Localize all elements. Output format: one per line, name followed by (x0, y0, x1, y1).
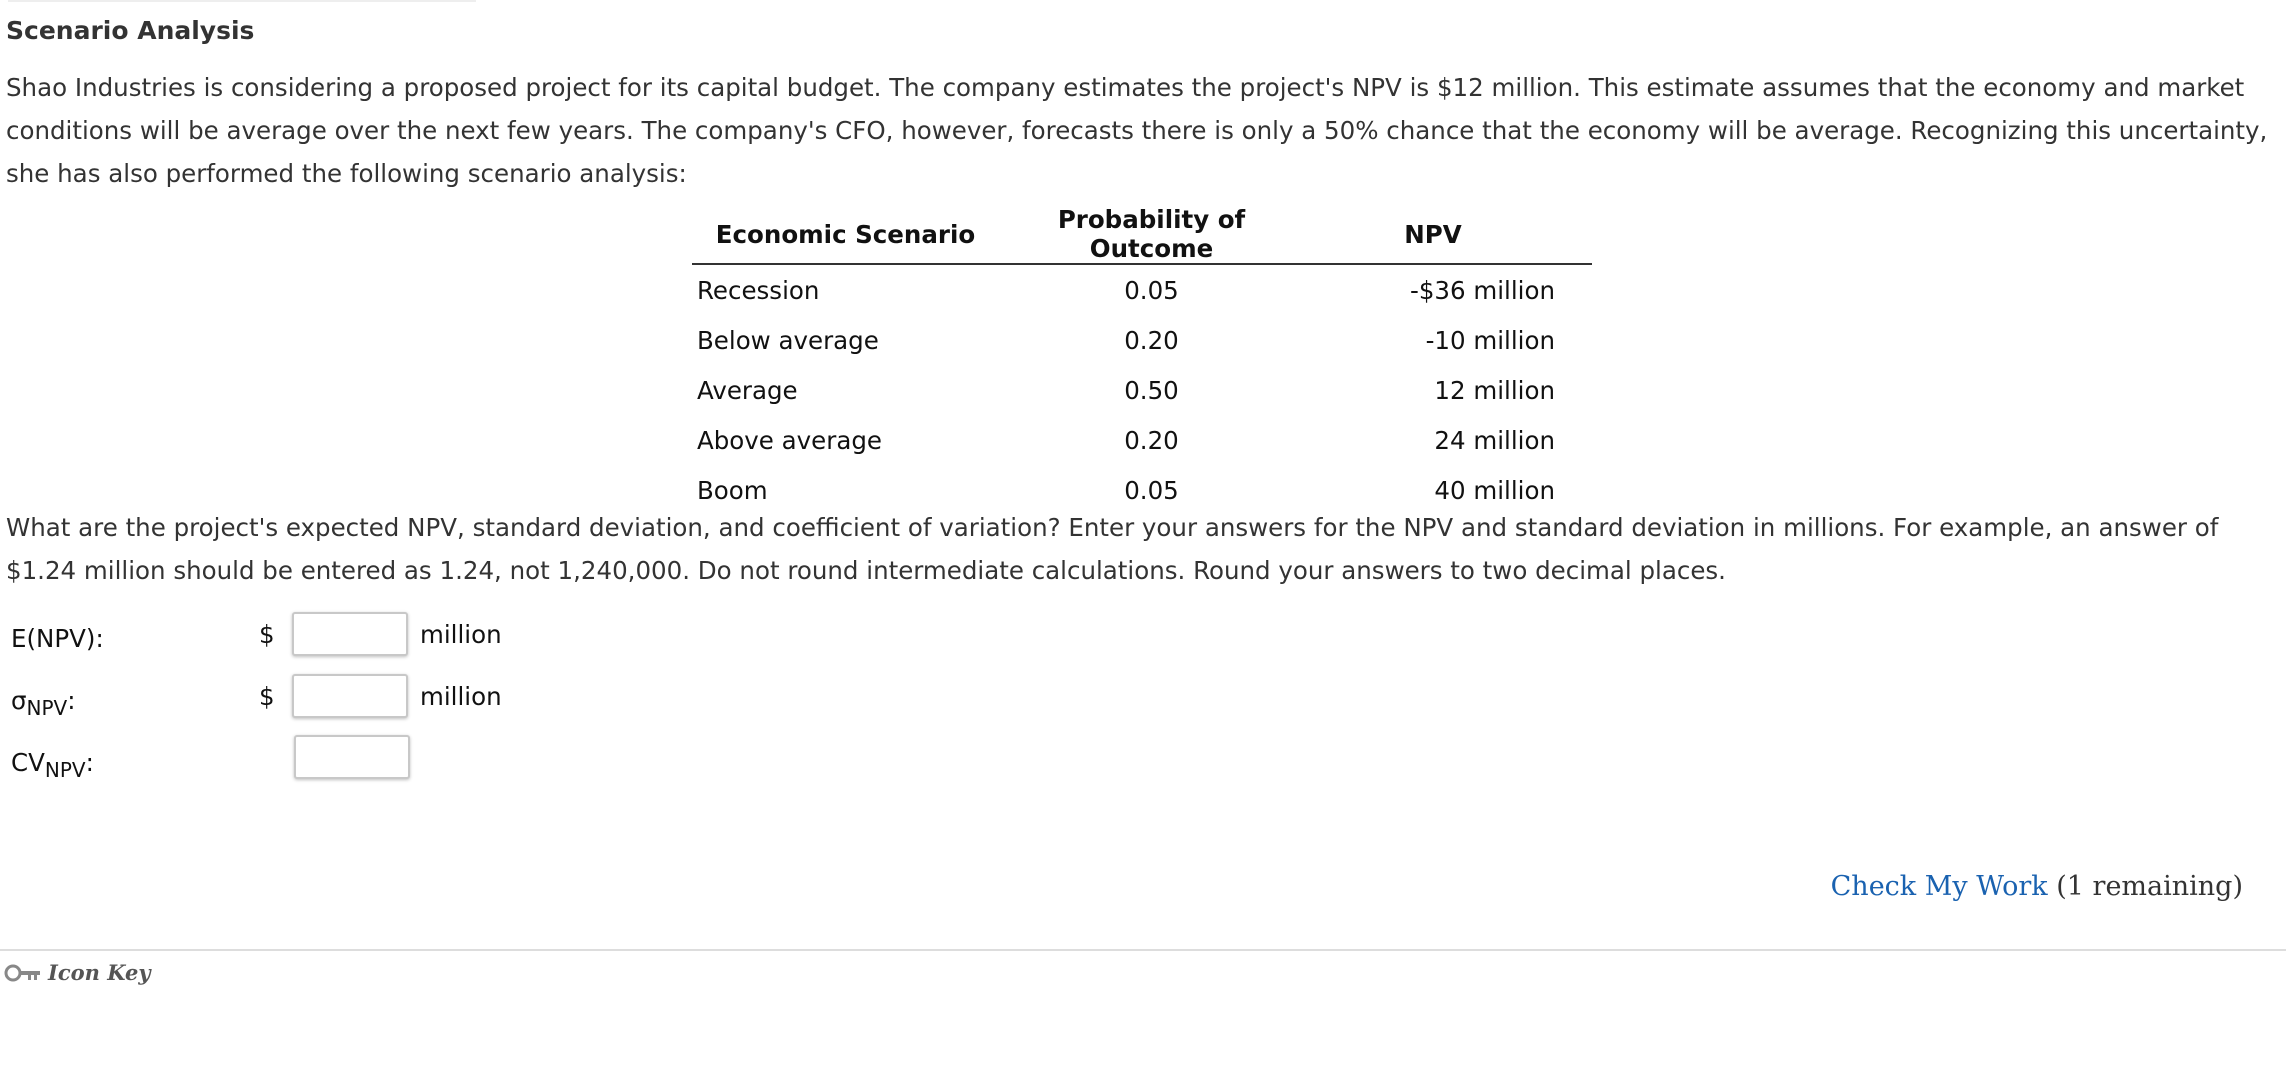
cv-input[interactable] (294, 735, 410, 779)
probability-cell: 0.20 (1124, 325, 1179, 355)
cv-label-subscript: NPV (44, 758, 86, 782)
std-dev-label (11, 686, 76, 720)
scenario-cell: Above average (697, 425, 882, 455)
footer-divider (0, 949, 2286, 951)
key-icon (4, 962, 42, 984)
npv-cell: -$36 million (1409, 275, 1555, 305)
npv-cell: 12 million (1434, 375, 1555, 405)
std-dev-dollar-sign: $ (259, 682, 275, 711)
std-dev-label-colon: : (67, 686, 76, 715)
std-dev-unit: million (420, 682, 502, 711)
cv-label-colon: : (85, 748, 94, 777)
question-paragraph: What are the project's expected NPV, standard deviation, and coefficient of variation? Enter your answers for the NPV and standard deviation in millions. For example, an answer of $1.24 million should be entered as 1.24, not 1,240,000. Do not round intermediate calculations. Round your answers to two decimal places. (6, 513, 2219, 585)
npv-cell: -10 million (1425, 325, 1555, 355)
check-my-work-area (1831, 871, 2243, 902)
cv-label (11, 748, 94, 782)
intro-paragraph: Shao Industries is considering a proposed project for its capital budget. The company estimates the project's NPV is $12 million. This estimate assumes that the economy and market conditions will be average over the next few years. The company's CFO, however, forecasts there is only a 50% chance that the economy will be average. Recognizing this uncertainty, she has also performed the following scenario analysis: (6, 73, 2268, 188)
table-header-row (692, 205, 1592, 264)
std-dev-label-symbol: σ (11, 686, 27, 715)
icon-key-label: Icon Key (48, 960, 151, 985)
header-probability: Probability of Outcome (999, 205, 1304, 264)
cv-label-main: CV (11, 748, 45, 777)
std-dev-input[interactable] (292, 674, 408, 718)
expected-npv-unit: million (420, 620, 502, 649)
header-economic-scenario: Economic Scenario (692, 205, 999, 264)
probability-cell: 0.20 (1124, 425, 1179, 455)
top-divider (8, 0, 476, 2)
scenario-cell: Average (697, 375, 798, 405)
probability-cell: 0.05 (1124, 275, 1179, 305)
check-my-work-link[interactable]: Check My Work (1830, 871, 2048, 902)
scenario-cell: Below average (697, 325, 879, 355)
expected-npv-input[interactable] (292, 612, 408, 656)
npv-cell: 40 million (1434, 475, 1555, 505)
scenario-cell: Boom (697, 475, 768, 505)
remaining-attempts: (1 remaining) (2056, 871, 2243, 902)
expected-npv-label: E(NPV): (11, 624, 104, 653)
header-npv: NPV (1304, 205, 1592, 264)
table-row (692, 415, 1592, 465)
table-row (692, 315, 1592, 365)
table-row (692, 365, 1592, 415)
scenario-cell: Recession (697, 275, 820, 305)
page-title: Scenario Analysis (6, 16, 255, 45)
probability-cell: 0.05 (1124, 475, 1179, 505)
npv-cell: 24 million (1434, 425, 1555, 455)
std-dev-label-subscript: NPV (26, 696, 68, 720)
scenario-table (692, 205, 1592, 515)
icon-key-link[interactable] (4, 960, 151, 985)
probability-cell: 0.50 (1124, 375, 1179, 405)
table-row (692, 264, 1592, 315)
expected-npv-dollar-sign: $ (259, 620, 275, 649)
